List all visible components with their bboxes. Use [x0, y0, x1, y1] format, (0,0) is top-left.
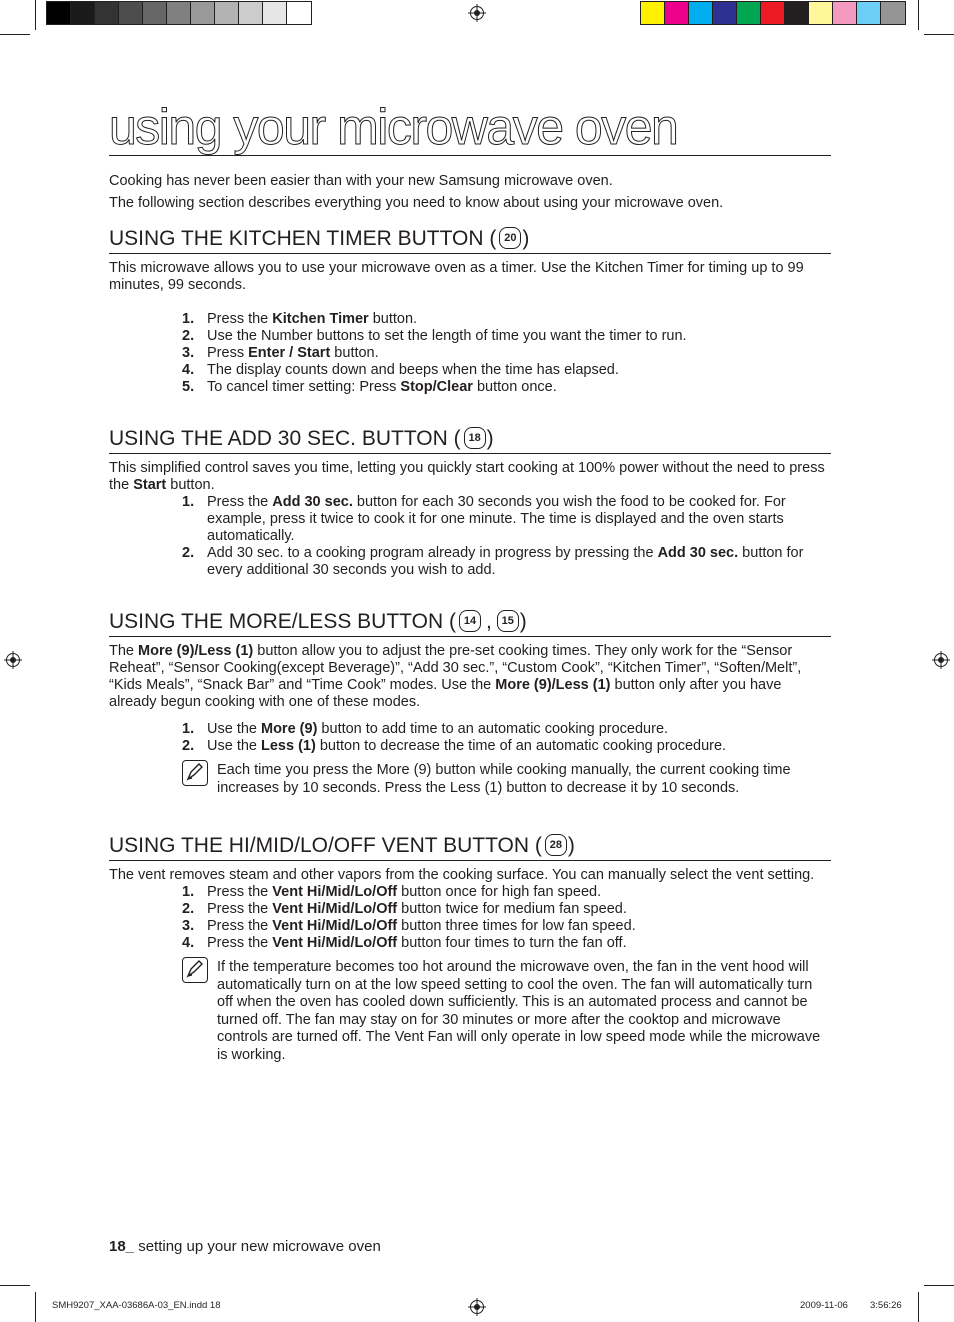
swatch [119, 2, 143, 24]
swatch [785, 2, 809, 24]
list-item: 4. Press the Vent Hi/Mid/Lo/Off button four times to turn the fan off. [182, 935, 627, 951]
list-item: 1. Press the Add 30 sec. button for each 30 seconds you wish the food to be cooked for. For example, press it twice to cook it for one minute. The time is displayed and the oven starts automatically. [182, 494, 786, 544]
note [182, 762, 831, 797]
swatch [167, 2, 191, 24]
page-number: 18_ [109, 1238, 135, 1255]
registration-mark-icon [468, 1298, 486, 1316]
crop-mark [924, 34, 954, 35]
swatch [761, 2, 785, 24]
step-list [182, 311, 831, 396]
page-content [109, 100, 831, 1064]
swatch [263, 2, 287, 24]
list-item: 4. The display counts down and beeps when the time has elapsed. [182, 362, 619, 378]
section-vent [109, 831, 831, 1064]
swatch [239, 2, 263, 24]
registration-mark-icon [932, 651, 950, 669]
crop-mark [924, 1285, 954, 1286]
section-kitchen-timer [109, 224, 831, 396]
button-number-icon: 15 [497, 610, 519, 632]
note-text: Each time you press the More (9) button while cooking manually, the current cooking time increases by 10 seconds. Press the Less (1) button to decrease it by 10 seconds. [217, 762, 791, 796]
section-paragraph: This microwave allows you to use your microwave oven as a timer. Use the Kitchen Timer for timing up to 99 minutes, 99 seconds. [109, 260, 804, 293]
intro-line: Cooking has never been easier than with your new Samsung microwave oven. [109, 173, 613, 189]
button-number-icon: 14 [459, 610, 481, 632]
list-item: 2. Add 30 sec. to a cooking program already in progress by pressing the Add 30 sec. button for every additional 30 seconds you wish to add. [182, 545, 804, 578]
crop-mark [35, 0, 36, 30]
crop-mark [0, 34, 30, 35]
button-number-icon: 18 [464, 427, 486, 449]
page-title: using your microwave oven [109, 100, 831, 156]
section-heading: USING THE ADD 30 SEC. BUTTON ( 18 ) [109, 424, 831, 454]
swatch [881, 2, 905, 24]
registration-mark-icon [468, 4, 486, 22]
section-paragraph: The More (9)/Less (1) button allow you to adjust the pre-set cooking times. They only work for the “Sensor Reheat”, “Sensor Cooking(except Beverage)”, “Add 30 sec.”, “Custom Cook”, “Kitchen Timer”, “Soften/Melt”, “Kids Meals”, “Snack Bar” and “Time Cook” modes. Use the More (9)/Less (1) button only after you have already begun cooking with one of these modes. [109, 643, 802, 710]
button-number-icon: 28 [545, 834, 567, 856]
note-text: If the temperature becomes too hot around the microwave oven, the fan in the vent hood will automatically turn on at the low speed setting to cool the oven. The fan will automatically turn off when the oven has cooled down sufficiently. This is an automated process and cannot be turned off. The fan may stay on for 30 minutes or more after the cooktop and microwave controls are turned off. The Vent Fan will only operate in low speed mode while the microwave is working. [217, 959, 821, 1063]
list-item: 3. Press the Vent Hi/Mid/Lo/Off button three times for low fan speed. [182, 918, 636, 934]
step-list [182, 721, 831, 755]
intro-line: The following section describes everything you need to know about using your microwave oven. [109, 195, 724, 211]
swatch [665, 2, 689, 24]
swatch [71, 2, 95, 24]
section-heading: USING THE HI/MID/LO/OFF VENT BUTTON ( 28 ) [109, 831, 831, 861]
slug-time: 3:56:26 [870, 1300, 902, 1311]
swatch [833, 2, 857, 24]
list-item: 1. Press the Kitchen Timer button. [182, 311, 418, 327]
crop-mark [918, 1292, 919, 1322]
swatch [191, 2, 215, 24]
crop-mark [0, 1285, 30, 1286]
swatch [287, 2, 311, 24]
registration-mark-icon [4, 651, 22, 669]
swatch [713, 2, 737, 24]
step-list [182, 494, 831, 579]
crop-mark [918, 0, 919, 30]
swatch [737, 2, 761, 24]
footer-text: setting up your new microwave oven [134, 1238, 381, 1255]
swatch [47, 2, 71, 24]
button-number-icon: 20 [499, 227, 521, 249]
intro [109, 170, 831, 214]
gray-calibration-bar [46, 1, 312, 25]
note [182, 959, 831, 1064]
swatch [641, 2, 665, 24]
list-item: 1. Use the More (9) button to add time to an automatic cooking procedure. [182, 721, 669, 737]
swatch [215, 2, 239, 24]
section-more-less [109, 607, 831, 797]
crop-mark [35, 1292, 36, 1322]
note-pencil-icon [182, 957, 208, 983]
page-footer [109, 1238, 381, 1255]
color-calibration-bar [640, 1, 906, 25]
note-pencil-icon [182, 760, 208, 786]
list-item: 1. Press the Vent Hi/Mid/Lo/Off button once for high fan speed. [182, 884, 602, 900]
swatch [95, 2, 119, 24]
slug-date: 2009-11-06 [800, 1300, 848, 1311]
swatch [143, 2, 167, 24]
list-item: 2. Use the Number buttons to set the length of time you want the timer to run. [182, 328, 687, 344]
section-heading: USING THE KITCHEN TIMER BUTTON ( 20 ) [109, 224, 831, 254]
step-list [182, 884, 831, 952]
section-paragraph: This simplified control saves you time, letting you quickly start cooking at 100% power without the need to press the Start button. [109, 460, 825, 493]
slug-file: SMH9207_XAA-03686A-03_EN.indd 18 [52, 1300, 221, 1311]
list-item: 2. Press the Vent Hi/Mid/Lo/Off button twice for medium fan speed. [182, 901, 627, 917]
list-item: 2. Use the Less (1) button to decrease the time of an automatic cooking procedure. [182, 738, 727, 754]
list-item: 3. Press Enter / Start button. [182, 345, 379, 361]
section-heading: USING THE MORE/LESS BUTTON ( 14 , 15 ) [109, 607, 831, 637]
list-item: 5. To cancel timer setting: Press Stop/Clear button once. [182, 379, 557, 395]
section-paragraph: The vent removes steam and other vapors from the cooking surface. You can manually select the vent setting. [109, 867, 815, 883]
swatch [809, 2, 833, 24]
swatch [857, 2, 881, 24]
section-add-30-sec [109, 424, 831, 579]
swatch [689, 2, 713, 24]
